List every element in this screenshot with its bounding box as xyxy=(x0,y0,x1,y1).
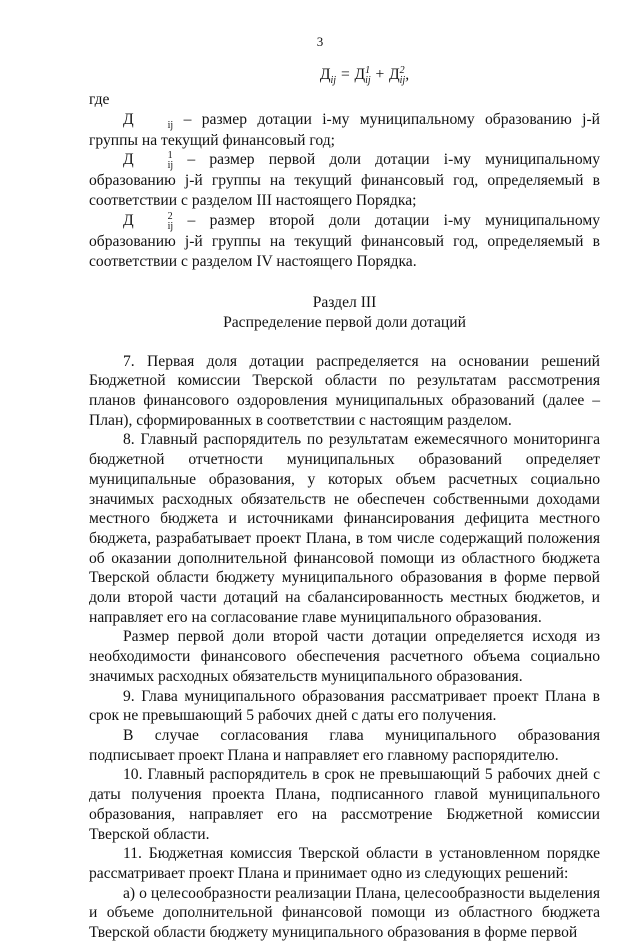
formula-lhs-sub: ij xyxy=(330,75,337,87)
formula-term2-sup: 2 xyxy=(399,65,405,76)
paragraph-9-approval: В случае согласования глава муниципального образования подписывает проект Плана и направляет его главному распорядителю. xyxy=(89,726,600,764)
formula-eq: = xyxy=(340,66,351,83)
paragraph-8: 8. Главный распорядитель по результатам ежемесячного мониторинга бюджетной отчетности муниципальных образований определяет муниципальные образования, у которых объем расчетных социально значимых расходных обязательств не обеспечен собственными доходами местного бюджета и источниками финансирования дефицита местного бюджета, разрабатывает проект Плана, в том числе содержащий положения об оказании дополнительной финансовой помощи из областного бюджета Тверской области бюджету муниципального образования в форме первой доли второй части дотаций на сбалансированность местных бюджетов, и направляет его на согласование главе муниципального образования. xyxy=(89,431,600,626)
page-number: 3 xyxy=(316,34,324,49)
document-body xyxy=(89,60,600,943)
definition-2: Д 2 ij – размер второй доли дотации i-му муниципальному образованию j-й группы на текущий финансовый год, определяемый в соответствии с разделом IV настоящего Порядка. xyxy=(89,210,600,270)
where-label: где xyxy=(89,91,110,108)
section-title: Распределение первой доли дотаций xyxy=(223,313,466,331)
formula-term2: Д xyxy=(388,66,400,83)
formula-end: , xyxy=(405,66,410,83)
section-number: Раздел III xyxy=(312,294,377,312)
formula-plus: + xyxy=(374,66,386,83)
paragraph-8-size: Размер первой доли второй части дотации определяется исходя из необходимости финансового обеспечения расчетного объема социально значимых расходных обязательств муниципального образования. xyxy=(89,628,600,685)
formula-term1-sub: ij xyxy=(365,75,371,86)
formula-term1: Д xyxy=(354,66,366,83)
paragraph-9: 9. Глава муниципального образования рассматривает проект Плана в срок не превышающий 5 рабочих дней с даты его получения. xyxy=(89,687,600,725)
definition-1: Д 1 ij – размер первой доли дотации i-му муниципальному образованию j-й группы на текущий финансовый год, определяемый в соответствии с разделом III настоящего Порядка; xyxy=(89,150,600,210)
formula-term2-sub: ij xyxy=(399,75,406,86)
paragraph-11: 11. Бюджетная комиссия Тверской области в установленном порядке рассматривает проект Плана и принимает одно из следующих решений: xyxy=(89,845,600,882)
formula-term1-sup: 1 xyxy=(365,65,371,76)
paragraph-7: 7. Первая доля дотации распределяется на основании решений Бюджетной комиссии Тверской области по результатам рассмотрения планов финансового оздоровления муниципальных образований (далее – План), сформированных в соответствии с настоящим разделом. xyxy=(89,352,600,429)
formula-lhs: Д xyxy=(319,66,331,83)
definition-0: Д ij – размер дотации i-му муниципальному образованию j-й группы на текущий финансовый год; xyxy=(89,110,600,149)
paragraph-10: 10. Главный распорядитель в срок не превышающий 5 рабочих дней с даты получения проекта Плана, подписанного главой муниципального образования, направляет его на рассмотрение Бюджетной комиссии Тверской области. xyxy=(89,766,600,843)
paragraph-11-a: а) о целесообразности реализации Плана, целесообразности выделения и объеме дополнительной финансовой помощи из областного бюджета Тверской области бюджету муниципального образования в форме первой xyxy=(89,884,600,942)
formula xyxy=(89,60,600,90)
